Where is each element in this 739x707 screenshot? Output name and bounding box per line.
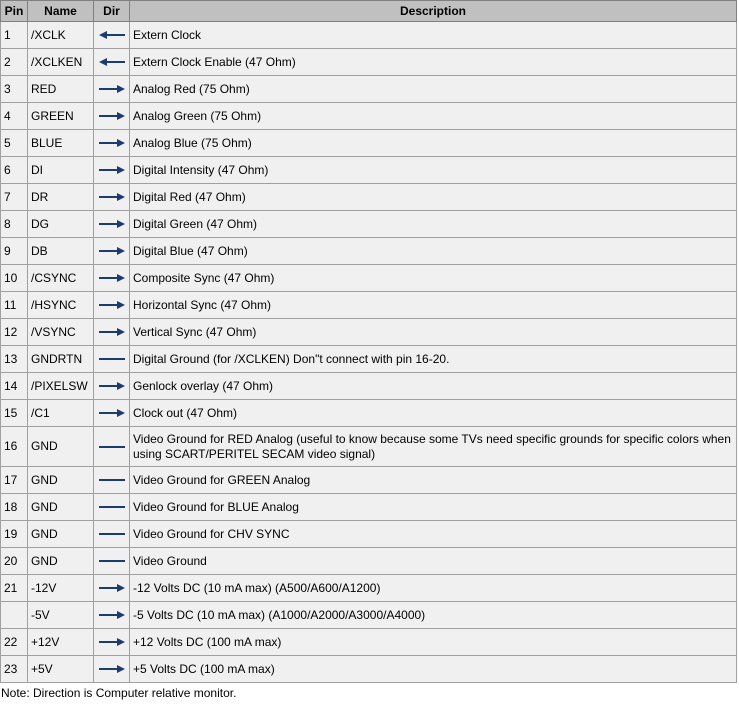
pin-name: GND [28, 427, 94, 467]
arrow-right-icon [98, 583, 126, 593]
pin-direction [94, 184, 130, 211]
pin-description: Analog Green (75 Ohm) [130, 103, 737, 130]
pin-name: GNDRTN [28, 346, 94, 373]
arrow-right-icon [98, 138, 126, 148]
pin-number: 15 [1, 400, 28, 427]
header-pin: Pin [1, 1, 28, 22]
pin-description: Digital Blue (47 Ohm) [130, 238, 737, 265]
pin-description: Digital Red (47 Ohm) [130, 184, 737, 211]
table-row [1, 22, 737, 49]
pin-description: Video Ground for GREEN Analog [130, 467, 737, 494]
table-row [1, 103, 737, 130]
pin-number: 17 [1, 467, 28, 494]
header-row [1, 1, 737, 22]
pin-name: GND [28, 467, 94, 494]
arrow-right-icon [98, 327, 126, 337]
pin-direction [94, 373, 130, 400]
pin-direction [94, 575, 130, 602]
table-row [1, 656, 737, 683]
pin-number: 13 [1, 346, 28, 373]
pin-number: 6 [1, 157, 28, 184]
table-row [1, 548, 737, 575]
pin-name: +5V [28, 656, 94, 683]
pin-name: /HSYNC [28, 292, 94, 319]
pin-description: Vertical Sync (47 Ohm) [130, 319, 737, 346]
header-description: Description [130, 1, 737, 22]
arrow-right-icon [98, 408, 126, 418]
pin-direction [94, 76, 130, 103]
pin-name: /XCLKEN [28, 49, 94, 76]
table-row [1, 238, 737, 265]
pin-description: Digital Intensity (47 Ohm) [130, 157, 737, 184]
pin-description: Digital Green (47 Ohm) [130, 211, 737, 238]
pin-description: Horizontal Sync (47 Ohm) [130, 292, 737, 319]
line-icon [98, 556, 126, 566]
table-row [1, 575, 737, 602]
pin-number: 8 [1, 211, 28, 238]
arrow-right-icon [98, 664, 126, 674]
pin-direction [94, 22, 130, 49]
pin-description: +5 Volts DC (100 mA max) [130, 656, 737, 683]
pin-direction [94, 346, 130, 373]
table-row [1, 76, 737, 103]
pin-number: 2 [1, 49, 28, 76]
pin-number: 21 [1, 575, 28, 602]
line-icon [98, 502, 126, 512]
pin-direction [94, 602, 130, 629]
line-icon [98, 354, 126, 364]
pin-direction [94, 211, 130, 238]
pin-direction [94, 238, 130, 265]
arrow-left-icon [98, 30, 126, 40]
arrow-left-icon [98, 57, 126, 67]
pin-direction [94, 130, 130, 157]
table-row [1, 373, 737, 400]
table-row [1, 211, 737, 238]
pin-description: Composite Sync (47 Ohm) [130, 265, 737, 292]
line-icon [98, 529, 126, 539]
table-row [1, 521, 737, 548]
pin-description: Video Ground for RED Analog (useful to know because some TVs need specific grounds for specific colors when using SCART/PERITEL SECAM video signal) [130, 427, 737, 467]
pin-direction [94, 521, 130, 548]
pin-direction [94, 427, 130, 467]
pin-number: 16 [1, 427, 28, 467]
pin-name: DB [28, 238, 94, 265]
pin-number: 1 [1, 22, 28, 49]
table-row [1, 400, 737, 427]
pin-name: /PIXELSW [28, 373, 94, 400]
pin-direction [94, 400, 130, 427]
pin-number: 10 [1, 265, 28, 292]
arrow-right-icon [98, 273, 126, 283]
pin-direction [94, 629, 130, 656]
pin-direction [94, 265, 130, 292]
pin-number: 22 [1, 629, 28, 656]
pin-name: -5V [28, 602, 94, 629]
pin-name: BLUE [28, 130, 94, 157]
pin-direction [94, 292, 130, 319]
pin-name: DI [28, 157, 94, 184]
arrow-right-icon [98, 381, 126, 391]
pin-direction [94, 548, 130, 575]
pin-number: 23 [1, 656, 28, 683]
table-row [1, 346, 737, 373]
pin-description: Video Ground for CHV SYNC [130, 521, 737, 548]
arrow-right-icon [98, 246, 126, 256]
pin-number: 14 [1, 373, 28, 400]
table-row [1, 319, 737, 346]
line-icon [98, 475, 126, 485]
pin-name: DR [28, 184, 94, 211]
arrow-right-icon [98, 192, 126, 202]
pin-description: Digital Ground (for /XCLKEN) Don"t connect with pin 16-20. [130, 346, 737, 373]
table-row [1, 292, 737, 319]
table-row [1, 130, 737, 157]
pin-description: Extern Clock Enable (47 Ohm) [130, 49, 737, 76]
pin-rows [1, 22, 737, 683]
arrow-right-icon [98, 84, 126, 94]
header-dir: Dir [94, 1, 130, 22]
pin-description: Analog Blue (75 Ohm) [130, 130, 737, 157]
table-row [1, 467, 737, 494]
table-row [1, 265, 737, 292]
arrow-right-icon [98, 637, 126, 647]
pin-number: 4 [1, 103, 28, 130]
table-row [1, 427, 737, 467]
pin-direction [94, 319, 130, 346]
header-name: Name [28, 1, 94, 22]
pin-description: +12 Volts DC (100 mA max) [130, 629, 737, 656]
table-row [1, 602, 737, 629]
pin-name: GREEN [28, 103, 94, 130]
pin-name: GND [28, 521, 94, 548]
pin-direction [94, 157, 130, 184]
pin-number: 12 [1, 319, 28, 346]
pin-name: /CSYNC [28, 265, 94, 292]
pin-name: GND [28, 494, 94, 521]
line-icon [98, 442, 126, 452]
arrow-right-icon [98, 610, 126, 620]
pin-description: Extern Clock [130, 22, 737, 49]
arrow-right-icon [98, 219, 126, 229]
pin-name: -12V [28, 575, 94, 602]
pin-number: 19 [1, 521, 28, 548]
pin-name: DG [28, 211, 94, 238]
pin-name: GND [28, 548, 94, 575]
pin-name: /XCLK [28, 22, 94, 49]
pin-description: -5 Volts DC (10 mA max) (A1000/A2000/A3000/A4000) [130, 602, 737, 629]
pin-number: 9 [1, 238, 28, 265]
pin-description: Video Ground for BLUE Analog [130, 494, 737, 521]
pin-name: /C1 [28, 400, 94, 427]
pin-number [1, 602, 28, 629]
pin-name: /VSYNC [28, 319, 94, 346]
pin-description: Video Ground [130, 548, 737, 575]
arrow-right-icon [98, 165, 126, 175]
pin-number: 20 [1, 548, 28, 575]
arrow-right-icon [98, 300, 126, 310]
pin-direction [94, 103, 130, 130]
pin-description: Genlock overlay (47 Ohm) [130, 373, 737, 400]
pin-description: Clock out (47 Ohm) [130, 400, 737, 427]
pin-direction [94, 494, 130, 521]
pin-description: -12 Volts DC (10 mA max) (A500/A600/A1200) [130, 575, 737, 602]
pin-number: 18 [1, 494, 28, 521]
pin-name: +12V [28, 629, 94, 656]
table-row [1, 629, 737, 656]
table-row [1, 184, 737, 211]
pin-direction [94, 49, 130, 76]
pin-number: 5 [1, 130, 28, 157]
pin-number: 7 [1, 184, 28, 211]
pin-description: Analog Red (75 Ohm) [130, 76, 737, 103]
pin-direction [94, 467, 130, 494]
arrow-right-icon [98, 111, 126, 121]
pin-number: 3 [1, 76, 28, 103]
table-row [1, 494, 737, 521]
table-row [1, 157, 737, 184]
table-row [1, 49, 737, 76]
pin-name: RED [28, 76, 94, 103]
pin-number: 11 [1, 292, 28, 319]
footnote: Note: Direction is Computer relative monitor. [1, 686, 237, 700]
pin-direction [94, 656, 130, 683]
